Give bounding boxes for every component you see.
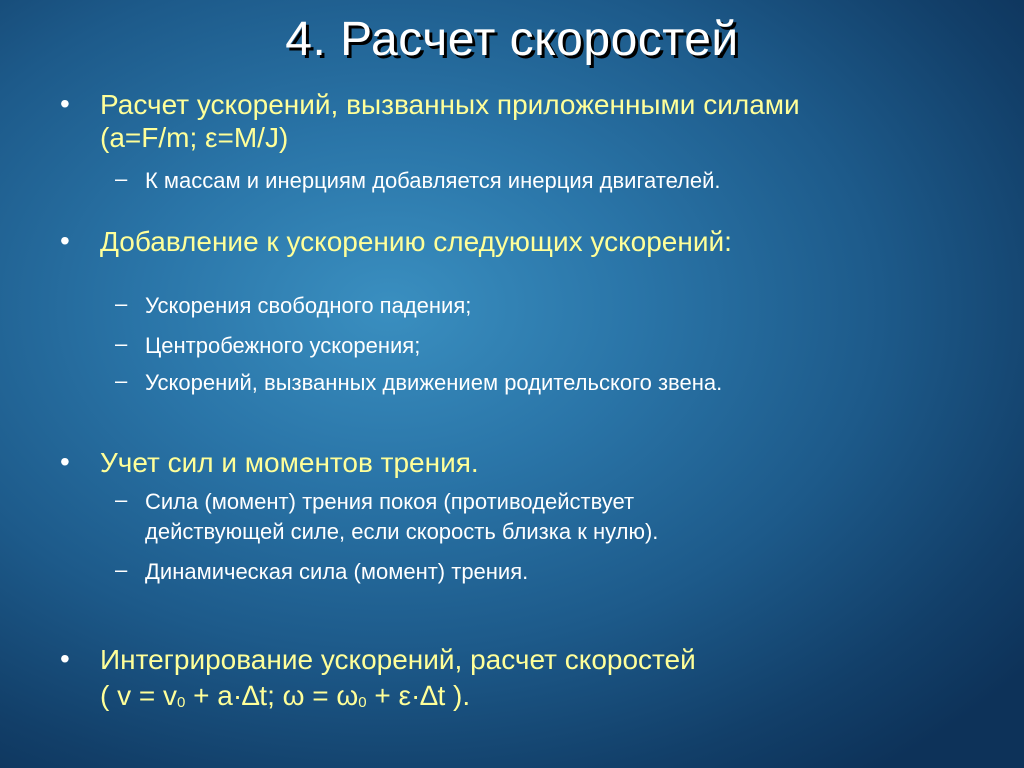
item-4-line-1: Интегрирование ускорений, расчет скоростей — [100, 644, 696, 675]
dash-2-1: – — [115, 291, 128, 316]
subitem-3-2: Динамическая сила (момент) трения. — [145, 559, 529, 584]
dash-3-2: – — [115, 557, 128, 582]
formula-mid: + a·∆t; ω = ω — [185, 680, 359, 711]
formula-v-sub: 0 — [177, 694, 186, 711]
bullet-4: • — [60, 643, 70, 674]
dash-2-3: – — [115, 368, 128, 393]
bullet-1: • — [60, 88, 70, 119]
subitem-2-2: Центробежного ускорения; — [145, 333, 421, 358]
item-3-line-1: Учет сил и моментов трения. — [100, 447, 479, 478]
subitem-2-3: Ускорений, вызванных движением родительского звена. — [145, 370, 723, 395]
bullet-2: • — [60, 225, 70, 256]
dash-3-1: – — [115, 487, 128, 512]
item-2-line-1: Добавление к ускорению следующих ускорений: — [100, 226, 732, 257]
formula-end: + ε·∆t ). — [366, 680, 471, 711]
slide-title: 4. Расчет скоростей — [285, 13, 739, 66]
item-4-formula — [100, 679, 470, 719]
subitem-1-1: К массам и инерциям добавляется инерция двигателей. — [145, 168, 721, 193]
subitem-2-1: Ускорения свободного падения; — [145, 293, 472, 318]
dash-1-1: – — [115, 166, 128, 191]
subitem-3-1: Сила (момент) трения покоя (противодействует — [145, 489, 635, 514]
dash-2-2: – — [115, 331, 128, 356]
item-1-line-1: Расчет ускорений, вызванных приложенными силами — [100, 89, 800, 120]
formula-open: ( v = v — [100, 680, 178, 711]
item-1-line-2: (a=F/m; ε=M/J) — [100, 122, 289, 153]
subitem-3-1-cont: действующей силе, если скорость близка к нулю). — [145, 519, 659, 544]
bullet-3: • — [60, 446, 70, 477]
formula-w-sub: 0 — [358, 694, 367, 711]
